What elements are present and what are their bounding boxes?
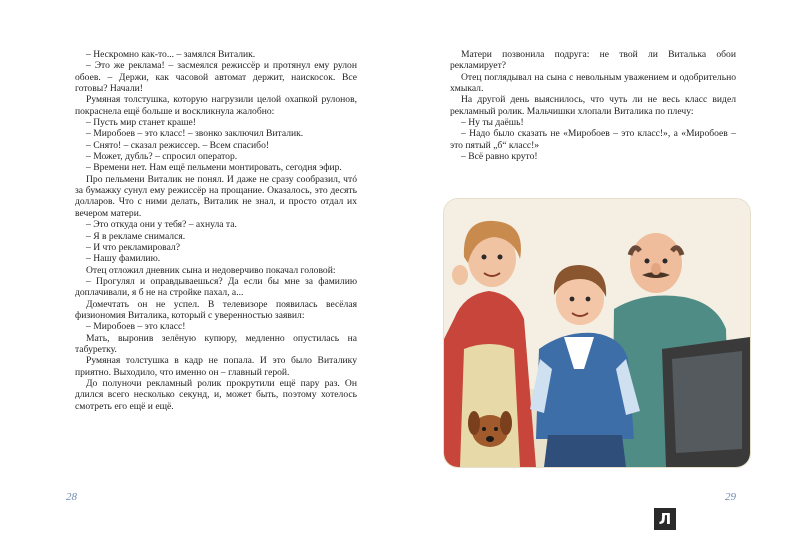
paragraph: – И что рекламировал? [86, 241, 180, 253]
paragraph: Отец отложил дневник сына и недоверчиво покачал головой: [86, 264, 336, 276]
paragraph: – Прогулял и оправдываешься? Да если бы мне за фамилию доплачивали, я б не на стройке пахал, а... [75, 275, 357, 299]
paragraph: – Снято! – сказал режиссер. – Всем спасибо! [86, 139, 270, 151]
left-page-text [75, 49, 357, 412]
paragraph: – Я в рекламе снимался. [86, 230, 186, 242]
paragraph: – Нашу фамилию. [86, 253, 161, 265]
paragraph: Румяная толстушка в кадр не попала. И это было Виталику приятно. Выходило, что именно он – главный герой. [75, 355, 357, 378]
paragraph: – Времени нет. Нам ещё пельмени монтировать, сегодня эфир. [86, 162, 342, 174]
paragraph: До полуночи рекламный ролик прокрутили ещё пару раз. Он длился всего несколько секунд, и, может быть, поэтому хотелось смотреть его ещё и ещё. [75, 377, 357, 412]
paragraph: На другой день выяснилось, что чуть ли не весь класс видел рекламный ролик. Мальчишки хлопали Виталика по плечу: [450, 94, 736, 117]
paragraph: – Всё равно круто! [461, 151, 538, 163]
paragraph: – Может, дубль? – спросил оператор. [86, 151, 238, 163]
family-watching-tv-illustration [444, 199, 750, 467]
right-page-text [450, 49, 736, 162]
right-page [400, 0, 800, 539]
paragraph: – Пусть мир станет краше! [86, 117, 196, 129]
illustration-drawing [444, 199, 750, 467]
paragraph: Отец поглядывал на сына с невольным уважением и одобрительно хмыкал. [450, 71, 736, 95]
paragraph: – Ну ты даёшь! [461, 117, 524, 129]
paragraph: Мать, выронив зелёную купюру, медленно опустилась на табуретку. [75, 332, 357, 355]
paragraph: – Миробоев – это класс! – звонко заключил Виталик. [86, 128, 304, 140]
paragraph: – Нескромно как-то... – замялся Виталик. [86, 49, 256, 60]
paragraph: Домечтать он не успел. В телевизоре появилась весёлая физиономия Виталика, который с уверенностью заявил: [75, 298, 357, 321]
paragraph: Матери позвонила подруга: не твой ли Виталька обои рекламирует? [450, 49, 736, 72]
paragraph: Про пельмени Виталик не понял. И даже не сразу сообразил, чтó за бумажку сунул ему режиссёр на прощание. Оказалось, это десять долларов. Что с ними делать, Виталик не знал, и просто отдал их вечером матери. [75, 173, 357, 219]
paragraph: – Надо было сказать не «Миробоев – это класс!», а «Миробоев – это пятый „б“ класс!» [450, 128, 736, 151]
page-number-right: 29 [725, 491, 736, 503]
paragraph: Румяная толстушка, которую нагрузили целой охапкой рулонов, покраснела ещё больше и воскликнула жалобно: [75, 94, 357, 117]
publisher-logo-icon: Л [654, 508, 676, 530]
paragraph: – Миробоев – это класс! [86, 321, 186, 333]
paragraph: – Это откуда они у тебя? – ахнула та. [86, 219, 237, 231]
paragraph: – Это же реклама! – засмеялся режиссёр и протянул ему рулон обоев. – Держи, как часовой автомат держит, наискосок. Все готовы? Начали! [75, 60, 357, 95]
page-number-left: 28 [66, 491, 77, 503]
